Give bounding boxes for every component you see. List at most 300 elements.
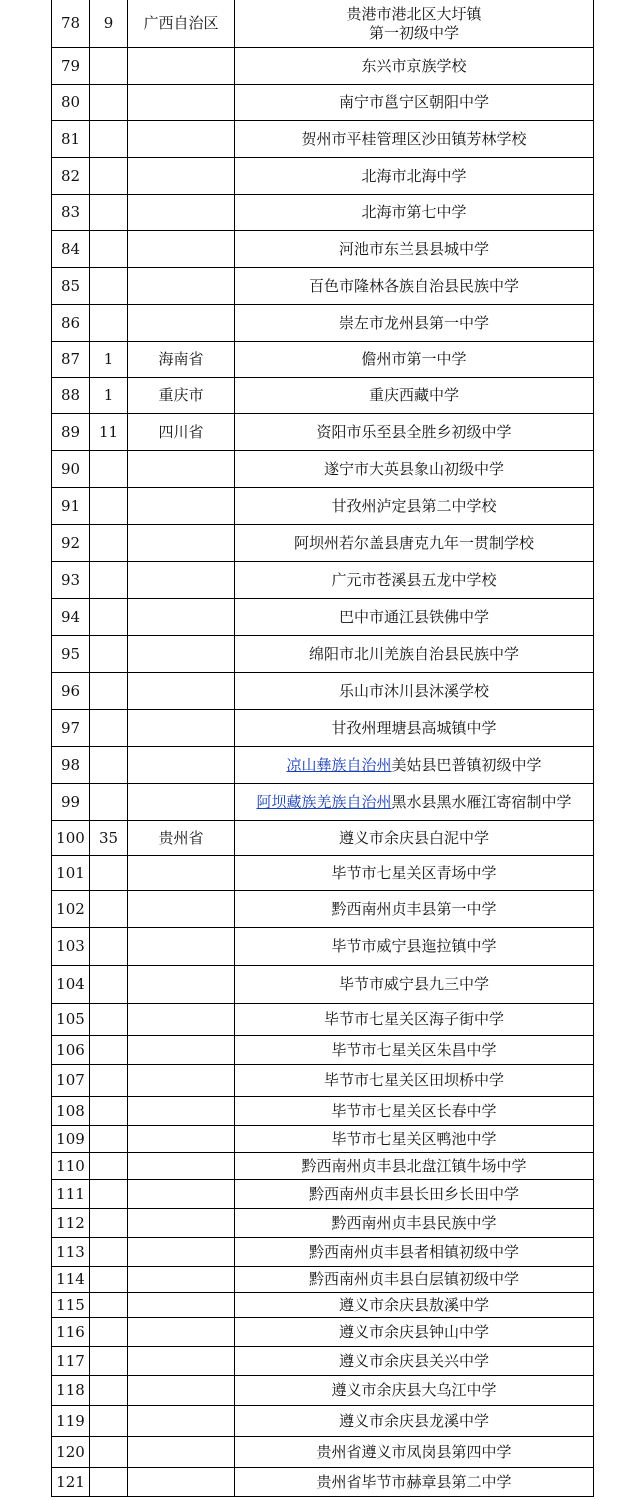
row-number-cell-text: 117 — [56, 1351, 85, 1370]
table-row — [51, 1406, 594, 1437]
province-cell — [127, 673, 234, 709]
school-name: 绵阳市北川羌族自治县民族中学 — [308, 644, 519, 663]
school-cell — [234, 1293, 594, 1317]
province-cell — [127, 1004, 234, 1035]
province-cell — [127, 891, 234, 927]
count-cell — [89, 599, 127, 635]
table-row — [51, 1468, 594, 1497]
province-cell — [127, 966, 234, 1003]
row-number-cell — [51, 966, 89, 1003]
table-row — [51, 1097, 594, 1126]
row-number-cell — [51, 342, 89, 377]
school-cell — [234, 784, 594, 820]
table-row — [51, 821, 594, 856]
count-cell — [89, 1126, 127, 1152]
count-cell-text: 11 — [98, 422, 119, 441]
row-number-cell — [51, 821, 89, 855]
count-cell — [89, 562, 127, 598]
school-cell — [234, 342, 594, 377]
row-number-cell — [51, 1347, 89, 1375]
row-number-cell-text: 81 — [60, 129, 81, 148]
table-row — [51, 268, 594, 305]
row-number-cell — [51, 1180, 89, 1208]
table-row — [51, 1376, 594, 1406]
row-number-cell-text: 109 — [56, 1129, 85, 1148]
row-number-cell — [51, 1004, 89, 1035]
school-cell — [234, 1376, 594, 1405]
school-name: 巴中市通江县铁佛中学 — [338, 607, 489, 626]
school-name: 毕节市威宁县九三中学 — [338, 975, 489, 993]
school-name-line: 贵港市港北区大圩镇 — [346, 4, 482, 23]
row-number-cell-text: 91 — [60, 496, 81, 515]
province-cell — [127, 268, 234, 304]
row-number-cell — [51, 1267, 89, 1292]
row-number-cell — [51, 48, 89, 84]
row-number-cell-text: 102 — [56, 899, 85, 918]
province-cell — [127, 1238, 234, 1266]
row-number-cell — [51, 784, 89, 820]
school-cell — [234, 1406, 594, 1436]
row-number-cell — [51, 305, 89, 341]
school-name: 乐山市沐川县沐溪学校 — [338, 681, 489, 700]
row-number-cell — [51, 747, 89, 783]
school-name: 遂宁市大英县象山初级中学 — [323, 459, 504, 478]
province-cell-text: 广西自治区 — [143, 14, 219, 32]
count-cell — [89, 1209, 127, 1237]
province-cell — [127, 158, 234, 194]
count-cell-text: 1 — [103, 350, 114, 368]
row-number-cell — [51, 268, 89, 304]
table-row — [51, 891, 594, 928]
count-cell-text: 9 — [103, 14, 114, 32]
school-cell — [234, 673, 594, 709]
table-row — [51, 414, 594, 451]
province-cell — [127, 1209, 234, 1237]
school-name: 黔西南州贞丰县白层镇初级中学 — [308, 1270, 519, 1288]
count-cell-text: 1 — [103, 386, 114, 404]
school-name: 遵义市余庆县敖溪中学 — [338, 1295, 489, 1314]
row-number-cell-text: 99 — [60, 792, 81, 811]
school-name: 甘孜州泸定县第二中学校 — [331, 496, 497, 515]
row-number-cell — [51, 928, 89, 965]
count-cell — [89, 928, 127, 965]
row-number-cell-text: 100 — [56, 828, 85, 847]
count-cell — [89, 488, 127, 524]
table-row — [51, 710, 594, 747]
province-cell — [127, 195, 234, 230]
count-cell — [89, 525, 127, 561]
row-number-cell-text: 85 — [60, 276, 81, 295]
row-number-cell — [51, 195, 89, 230]
count-cell-text: 35 — [98, 828, 119, 847]
row-number-cell-text: 121 — [56, 1472, 85, 1491]
count-cell — [89, 891, 127, 927]
school-name: 甘孜州理塘县高城镇中学 — [331, 718, 497, 737]
row-number-cell-text: 101 — [56, 863, 85, 882]
school-name-line: 第一初级中学 — [368, 23, 459, 42]
school-name: 贵州省遵义市凤岗县第四中学 — [316, 1442, 512, 1461]
province-cell-text: 重庆市 — [158, 386, 204, 404]
row-number-cell-text: 108 — [56, 1101, 85, 1120]
school-cell — [234, 891, 594, 927]
row-number-cell-text: 93 — [60, 570, 81, 589]
count-cell — [89, 636, 127, 672]
table-row — [51, 1209, 594, 1238]
table-row — [51, 451, 594, 488]
row-number-cell-text: 80 — [60, 93, 81, 111]
row-number-cell-text: 92 — [60, 533, 81, 552]
count-cell — [89, 1406, 127, 1436]
row-number-cell — [51, 1318, 89, 1346]
row-number-cell — [51, 378, 89, 413]
row-number-cell — [51, 488, 89, 524]
table-row — [51, 121, 594, 158]
count-cell — [89, 414, 127, 450]
school-name: 黔西南州贞丰县民族中学 — [331, 1213, 497, 1232]
school-name: 河池市东兰县县城中学 — [338, 239, 489, 258]
province-cell — [127, 636, 234, 672]
count-cell — [89, 1004, 127, 1035]
table-row — [51, 599, 594, 636]
province-cell — [127, 821, 234, 855]
school-cell — [234, 1238, 594, 1266]
school-cell — [234, 562, 594, 598]
count-cell — [89, 1238, 127, 1266]
row-number-cell — [51, 599, 89, 635]
province-cell-text: 海南省 — [158, 350, 204, 368]
row-number-cell — [51, 1097, 89, 1125]
table-row — [51, 1004, 594, 1036]
school-name-rest: 黑水县黑水雁江寄宿制中学 — [391, 792, 572, 811]
school-cell — [234, 1468, 594, 1496]
school-cell — [234, 1180, 594, 1208]
count-cell — [89, 1267, 127, 1292]
province-cell — [127, 85, 234, 120]
row-number-cell-text: 120 — [56, 1442, 85, 1461]
school-name: 北海市第七中学 — [361, 203, 467, 221]
school-cell — [234, 1267, 594, 1292]
prefecture-link[interactable]: 阿坝藏族羌族自治州 — [256, 792, 392, 811]
row-number-cell-text: 83 — [60, 203, 81, 221]
prefecture-link[interactable]: 凉山彝族自治州 — [286, 755, 392, 774]
count-cell — [89, 966, 127, 1003]
school-cell — [234, 599, 594, 635]
school-name-rest: 美姑县巴普镇初级中学 — [391, 755, 542, 774]
table-row — [51, 1293, 594, 1318]
count-cell — [89, 1437, 127, 1467]
row-number-cell — [51, 1376, 89, 1405]
count-cell — [89, 1468, 127, 1496]
province-cell — [127, 1437, 234, 1467]
table-row — [51, 48, 594, 85]
row-number-cell-text: 118 — [56, 1381, 85, 1399]
count-cell — [89, 1376, 127, 1405]
count-cell — [89, 1180, 127, 1208]
school-name: 黔西南州贞丰县长田乡长田中学 — [308, 1184, 519, 1203]
school-cell — [234, 268, 594, 304]
row-number-cell-text: 113 — [56, 1242, 85, 1261]
row-number-cell — [51, 158, 89, 194]
count-cell — [89, 158, 127, 194]
province-cell — [127, 525, 234, 561]
row-number-cell — [51, 121, 89, 157]
school-name: 重庆西藏中学 — [368, 386, 459, 404]
school-name: 东兴市京族学校 — [361, 56, 467, 75]
row-number-cell — [51, 1437, 89, 1467]
row-number-cell — [51, 1036, 89, 1064]
province-cell — [127, 48, 234, 84]
school-cell — [234, 1065, 594, 1096]
row-number-cell-text: 98 — [60, 755, 81, 774]
count-cell — [89, 747, 127, 783]
school-name: 贵州省毕节市赫章县第二中学 — [316, 1472, 512, 1491]
table-row — [51, 1036, 594, 1065]
count-cell — [89, 856, 127, 890]
count-cell — [89, 268, 127, 304]
province-cell — [127, 928, 234, 965]
table-row — [51, 636, 594, 673]
school-cell — [234, 305, 594, 341]
table-row — [51, 195, 594, 231]
school-cell — [234, 928, 594, 965]
count-cell — [89, 48, 127, 84]
school-name: 毕节市威宁县迤拉镇中学 — [331, 937, 497, 955]
school-name: 儋州市第一中学 — [361, 350, 467, 368]
row-number-cell — [51, 451, 89, 487]
row-number-cell-text: 105 — [56, 1010, 85, 1028]
school-cell — [234, 1126, 594, 1152]
row-number-cell-text: 119 — [56, 1411, 85, 1430]
row-number-cell-text: 78 — [60, 14, 81, 32]
table-row — [51, 158, 594, 195]
school-cell — [234, 195, 594, 230]
count-cell — [89, 673, 127, 709]
school-cell — [234, 1097, 594, 1125]
province-cell — [127, 0, 234, 47]
province-cell — [127, 784, 234, 820]
table-row — [51, 1153, 594, 1180]
count-cell — [89, 710, 127, 746]
province-cell — [127, 1036, 234, 1064]
row-number-cell — [51, 562, 89, 598]
table-row — [51, 525, 594, 562]
table-row — [51, 1437, 594, 1468]
row-number-cell-text: 89 — [60, 422, 81, 441]
school-cell — [234, 1004, 594, 1035]
province-cell — [127, 1347, 234, 1375]
row-number-cell — [51, 710, 89, 746]
table-row — [51, 488, 594, 525]
school-cell — [234, 966, 594, 1003]
row-number-cell — [51, 1153, 89, 1179]
school-name: 毕节市七星关区田坝桥中学 — [323, 1071, 504, 1089]
province-cell — [127, 1293, 234, 1317]
school-cell — [234, 231, 594, 267]
school-cell — [234, 710, 594, 746]
row-number-cell-text: 94 — [60, 607, 81, 626]
province-cell — [127, 378, 234, 413]
count-cell — [89, 1347, 127, 1375]
count-cell — [89, 1065, 127, 1096]
school-name: 黔西南州贞丰县第一中学 — [331, 899, 497, 918]
school-cell — [234, 525, 594, 561]
school-name: 毕节市七星关区海子街中学 — [323, 1010, 504, 1028]
school-cell — [234, 0, 594, 47]
school-name: 贺州市平桂管理区沙田镇芳林学校 — [301, 129, 527, 148]
province-cell — [127, 1406, 234, 1436]
school-name: 遵义市余庆县大乌江中学 — [331, 1381, 497, 1399]
table-row — [51, 784, 594, 821]
province-cell — [127, 710, 234, 746]
table-row — [51, 1065, 594, 1097]
province-cell — [127, 451, 234, 487]
province-cell — [127, 488, 234, 524]
table-row — [51, 966, 594, 1004]
province-cell — [127, 1318, 234, 1346]
school-cell — [234, 451, 594, 487]
school-cell — [234, 636, 594, 672]
province-cell — [127, 1267, 234, 1292]
count-cell — [89, 1293, 127, 1317]
row-number-cell-text: 111 — [56, 1184, 85, 1203]
school-cell — [234, 158, 594, 194]
province-cell — [127, 856, 234, 890]
province-cell — [127, 1180, 234, 1208]
province-cell — [127, 1097, 234, 1125]
row-number-cell — [51, 1065, 89, 1096]
table-row — [51, 856, 594, 891]
row-number-cell — [51, 1238, 89, 1266]
count-cell — [89, 821, 127, 855]
province-cell — [127, 1153, 234, 1179]
count-cell — [89, 1318, 127, 1346]
row-number-cell-text: 90 — [60, 459, 81, 478]
province-cell — [127, 1126, 234, 1152]
row-number-cell-text: 96 — [60, 681, 81, 700]
count-cell — [89, 121, 127, 157]
school-cell — [234, 1318, 594, 1346]
count-cell — [89, 1036, 127, 1064]
school-cell — [234, 121, 594, 157]
table-row — [51, 0, 594, 48]
school-name-multiline — [346, 5, 481, 43]
school-name — [256, 793, 571, 812]
table-row — [51, 928, 594, 966]
row-number-cell — [51, 414, 89, 450]
school-name: 毕节市七星关区朱昌中学 — [331, 1040, 497, 1059]
count-cell — [89, 1153, 127, 1179]
row-number-cell-text: 79 — [60, 56, 81, 75]
school-name: 北海市北海中学 — [361, 166, 467, 185]
school-cell — [234, 1209, 594, 1237]
table-row — [51, 673, 594, 710]
row-number-cell-text: 104 — [56, 975, 85, 993]
school-cell — [234, 414, 594, 450]
row-number-cell — [51, 1126, 89, 1152]
school-name: 遵义市余庆县关兴中学 — [338, 1351, 489, 1370]
school-cell — [234, 821, 594, 855]
school-name — [286, 756, 541, 775]
row-number-cell-text: 116 — [56, 1322, 85, 1341]
row-number-cell-text: 110 — [56, 1156, 85, 1175]
school-cell — [234, 85, 594, 120]
school-name: 百色市隆林各族自治县民族中学 — [308, 276, 519, 295]
school-cell — [234, 378, 594, 413]
province-cell — [127, 1376, 234, 1405]
count-cell — [89, 305, 127, 341]
school-cell — [234, 856, 594, 890]
table-row — [51, 231, 594, 268]
table-row — [51, 378, 594, 414]
table-row — [51, 562, 594, 599]
table-row — [51, 1267, 594, 1293]
row-number-cell-text: 88 — [60, 386, 81, 404]
count-cell — [89, 0, 127, 47]
school-name: 黔西南州贞丰县者相镇初级中学 — [308, 1242, 519, 1261]
school-name: 黔西南州贞丰县北盘江镇牛场中学 — [301, 1156, 527, 1175]
row-number-cell-text: 107 — [56, 1071, 85, 1089]
count-cell — [89, 231, 127, 267]
row-number-cell — [51, 525, 89, 561]
count-cell — [89, 784, 127, 820]
school-cell — [234, 747, 594, 783]
row-number-cell-text: 115 — [56, 1295, 85, 1314]
school-name: 遵义市余庆县龙溪中学 — [338, 1411, 489, 1430]
count-cell — [89, 195, 127, 230]
row-number-cell — [51, 1293, 89, 1317]
table-row — [51, 1318, 594, 1347]
row-number-cell — [51, 0, 89, 47]
province-cell — [127, 562, 234, 598]
school-name: 毕节市七星关区青场中学 — [331, 863, 497, 882]
school-cell — [234, 1036, 594, 1064]
row-number-cell-text: 97 — [60, 718, 81, 737]
table-row — [51, 305, 594, 342]
row-number-cell — [51, 1468, 89, 1496]
table-row — [51, 1238, 594, 1267]
row-number-cell — [51, 231, 89, 267]
school-name: 南宁市邕宁区朝阳中学 — [338, 93, 489, 111]
school-name: 遵义市余庆县白泥中学 — [338, 828, 489, 847]
row-number-cell — [51, 856, 89, 890]
count-cell — [89, 342, 127, 377]
school-name: 阿坝州若尔盖县唐克九年一贯制学校 — [293, 533, 534, 552]
school-name: 毕节市七星关区长春中学 — [331, 1101, 497, 1120]
count-cell — [89, 451, 127, 487]
province-cell — [127, 231, 234, 267]
row-number-cell — [51, 891, 89, 927]
row-number-cell-text: 114 — [56, 1270, 85, 1288]
row-number-cell-text: 103 — [56, 937, 85, 955]
count-cell — [89, 378, 127, 413]
province-cell — [127, 747, 234, 783]
row-number-cell-text: 86 — [60, 313, 81, 332]
row-number-cell — [51, 636, 89, 672]
row-number-cell-text: 112 — [56, 1213, 85, 1232]
school-cell — [234, 1153, 594, 1179]
table-row — [51, 747, 594, 784]
row-number-cell-text: 84 — [60, 239, 81, 258]
row-number-cell — [51, 1209, 89, 1237]
province-cell — [127, 414, 234, 450]
province-cell-text: 四川省 — [158, 422, 204, 441]
table-row — [51, 1347, 594, 1376]
row-number-cell — [51, 1406, 89, 1436]
school-cell — [234, 488, 594, 524]
row-number-cell-text: 106 — [56, 1040, 85, 1059]
table-row — [51, 1180, 594, 1209]
province-cell-text: 贵州省 — [158, 828, 204, 847]
